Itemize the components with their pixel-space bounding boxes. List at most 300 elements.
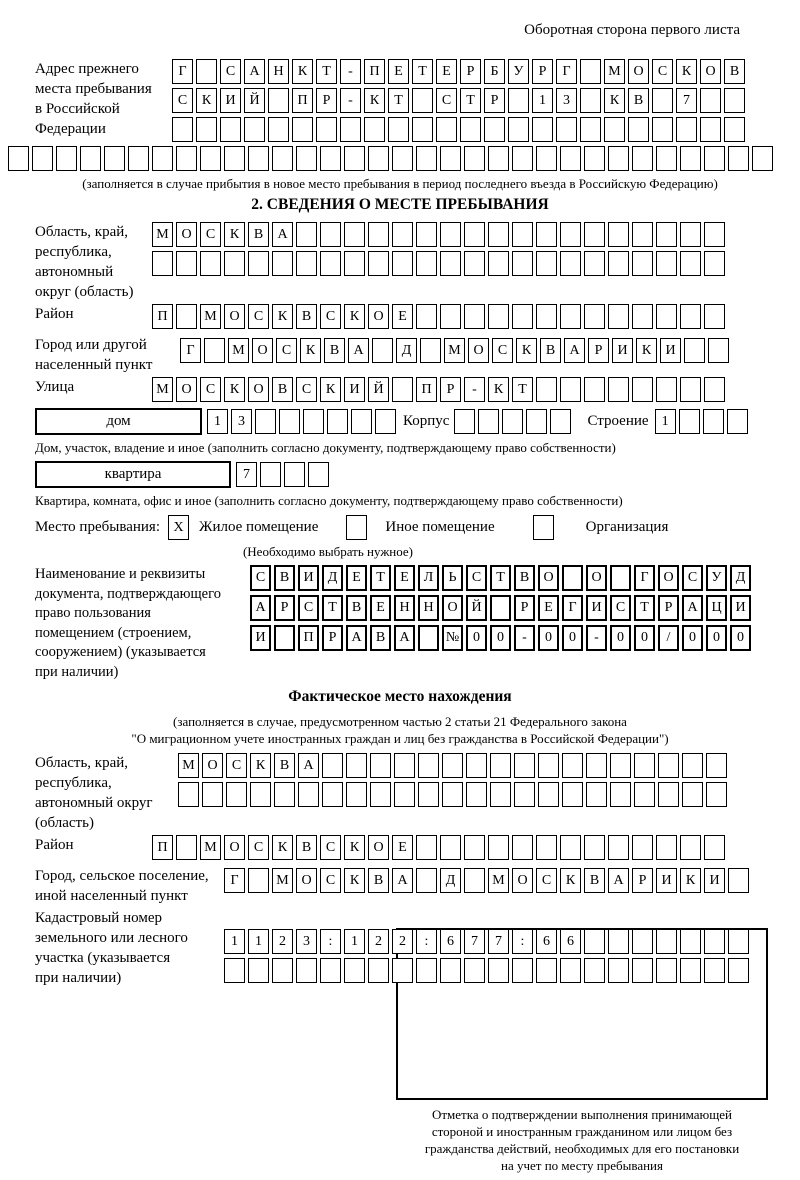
char-cell[interactable]: А: [348, 338, 369, 363]
char-cell[interactable]: [260, 462, 281, 487]
char-cell[interactable]: [632, 251, 653, 276]
char-cell[interactable]: В: [724, 59, 745, 84]
char-cell[interactable]: [442, 753, 463, 778]
char-cell[interactable]: [632, 835, 653, 860]
char-cell[interactable]: [272, 146, 293, 171]
char-cell[interactable]: Р: [440, 377, 461, 402]
char-cell[interactable]: [514, 753, 535, 778]
char-cell[interactable]: 0: [730, 625, 751, 651]
char-cell[interactable]: В: [296, 304, 317, 329]
char-cell[interactable]: Л: [418, 565, 439, 591]
char-cell[interactable]: Р: [316, 88, 337, 113]
char-cell[interactable]: О: [586, 565, 607, 591]
char-cell[interactable]: -: [340, 88, 361, 113]
char-cell[interactable]: [656, 929, 677, 954]
char-cell[interactable]: [632, 146, 653, 171]
char-cell[interactable]: Д: [396, 338, 417, 363]
char-cell[interactable]: [440, 222, 461, 247]
char-cell[interactable]: -: [586, 625, 607, 651]
char-cell[interactable]: [536, 251, 557, 276]
char-cell[interactable]: К: [676, 59, 697, 84]
char-cell[interactable]: [488, 222, 509, 247]
char-cell[interactable]: К: [344, 835, 365, 860]
char-cell[interactable]: [514, 782, 535, 807]
char-cell[interactable]: М: [272, 868, 293, 893]
char-cell[interactable]: И: [704, 868, 725, 893]
char-cell[interactable]: [296, 251, 317, 276]
char-cell[interactable]: [436, 117, 457, 142]
char-cell[interactable]: [724, 117, 745, 142]
char-cell[interactable]: Н: [418, 595, 439, 621]
char-cell[interactable]: [676, 117, 697, 142]
char-cell[interactable]: А: [564, 338, 585, 363]
char-cell[interactable]: -: [340, 59, 361, 84]
char-cell[interactable]: [196, 59, 217, 84]
char-cell[interactable]: К: [680, 868, 701, 893]
char-cell[interactable]: [610, 782, 631, 807]
char-cell[interactable]: [703, 409, 724, 434]
char-cell[interactable]: Ь: [442, 565, 463, 591]
char-cell[interactable]: [536, 222, 557, 247]
char-cell[interactable]: [656, 304, 677, 329]
char-cell[interactable]: А: [272, 222, 293, 247]
char-cell[interactable]: Т: [322, 595, 343, 621]
char-cell[interactable]: К: [272, 304, 293, 329]
char-cell[interactable]: [274, 782, 295, 807]
char-cell[interactable]: 7: [488, 929, 509, 954]
char-cell[interactable]: [512, 958, 533, 983]
char-cell[interactable]: М: [228, 338, 249, 363]
char-cell[interactable]: И: [656, 868, 677, 893]
char-cell[interactable]: Е: [538, 595, 559, 621]
char-cell[interactable]: [538, 782, 559, 807]
char-cell[interactable]: [632, 222, 653, 247]
char-cell[interactable]: [274, 625, 295, 651]
char-cell[interactable]: [202, 782, 223, 807]
char-cell[interactable]: К: [196, 88, 217, 113]
char-cell[interactable]: 7: [464, 929, 485, 954]
char-cell[interactable]: Т: [370, 565, 391, 591]
char-cell[interactable]: [320, 222, 341, 247]
char-cell[interactable]: В: [324, 338, 345, 363]
char-cell[interactable]: В: [274, 753, 295, 778]
char-cell[interactable]: И: [344, 377, 365, 402]
char-cell[interactable]: [454, 409, 475, 434]
char-cell[interactable]: [392, 251, 413, 276]
char-cell[interactable]: С: [610, 595, 631, 621]
char-cell[interactable]: А: [250, 595, 271, 621]
char-cell[interactable]: К: [300, 338, 321, 363]
char-cell[interactable]: [532, 117, 553, 142]
char-cell[interactable]: [176, 835, 197, 860]
char-cell[interactable]: [632, 377, 653, 402]
char-cell[interactable]: К: [224, 377, 245, 402]
char-cell[interactable]: [584, 146, 605, 171]
char-cell[interactable]: Г: [634, 565, 655, 591]
char-cell[interactable]: 0: [490, 625, 511, 651]
char-cell[interactable]: У: [706, 565, 727, 591]
char-cell[interactable]: [704, 251, 725, 276]
char-cell[interactable]: О: [224, 835, 245, 860]
char-cell[interactable]: М: [488, 868, 509, 893]
char-cell[interactable]: [248, 146, 269, 171]
char-cell[interactable]: К: [292, 59, 313, 84]
char-cell[interactable]: О: [468, 338, 489, 363]
char-cell[interactable]: Е: [370, 595, 391, 621]
char-cell[interactable]: [392, 377, 413, 402]
char-cell[interactable]: [80, 146, 101, 171]
char-cell[interactable]: [478, 409, 499, 434]
char-cell[interactable]: [632, 958, 653, 983]
char-cell[interactable]: [320, 251, 341, 276]
char-cell[interactable]: С: [682, 565, 703, 591]
char-cell[interactable]: [416, 958, 437, 983]
char-cell[interactable]: Е: [392, 835, 413, 860]
char-cell[interactable]: [679, 409, 700, 434]
checkbox-zhiloe[interactable]: X: [168, 515, 189, 540]
char-cell[interactable]: [560, 958, 581, 983]
char-cell[interactable]: Т: [316, 59, 337, 84]
char-cell[interactable]: Д: [322, 565, 343, 591]
char-cell[interactable]: [220, 117, 241, 142]
char-cell[interactable]: 0: [562, 625, 583, 651]
char-cell[interactable]: [608, 304, 629, 329]
char-cell[interactable]: 3: [556, 88, 577, 113]
char-cell[interactable]: В: [346, 595, 367, 621]
char-cell[interactable]: С: [248, 304, 269, 329]
char-cell[interactable]: К: [488, 377, 509, 402]
char-cell[interactable]: Н: [268, 59, 289, 84]
char-cell[interactable]: С: [320, 304, 341, 329]
char-cell[interactable]: Г: [224, 868, 245, 893]
char-cell[interactable]: О: [628, 59, 649, 84]
char-cell[interactable]: В: [584, 868, 605, 893]
char-cell[interactable]: Т: [512, 377, 533, 402]
char-cell[interactable]: [442, 782, 463, 807]
char-cell[interactable]: К: [364, 88, 385, 113]
char-cell[interactable]: [172, 117, 193, 142]
char-cell[interactable]: [388, 117, 409, 142]
char-cell[interactable]: 2: [272, 929, 293, 954]
char-cell[interactable]: Р: [460, 59, 481, 84]
char-cell[interactable]: [706, 753, 727, 778]
char-cell[interactable]: Й: [466, 595, 487, 621]
char-cell[interactable]: [634, 782, 655, 807]
char-cell[interactable]: [727, 409, 748, 434]
char-cell[interactable]: [412, 117, 433, 142]
char-cell[interactable]: [580, 88, 601, 113]
char-cell[interactable]: [460, 117, 481, 142]
char-cell[interactable]: :: [320, 929, 341, 954]
char-cell[interactable]: Т: [634, 595, 655, 621]
char-cell[interactable]: [32, 146, 53, 171]
char-cell[interactable]: К: [272, 835, 293, 860]
char-cell[interactable]: Р: [632, 868, 653, 893]
char-cell[interactable]: 0: [466, 625, 487, 651]
char-cell[interactable]: М: [200, 835, 221, 860]
char-cell[interactable]: [512, 304, 533, 329]
char-cell[interactable]: А: [682, 595, 703, 621]
char-cell[interactable]: П: [298, 625, 319, 651]
char-cell[interactable]: О: [296, 868, 317, 893]
char-cell[interactable]: [682, 753, 703, 778]
char-cell[interactable]: [632, 929, 653, 954]
char-cell[interactable]: О: [512, 868, 533, 893]
char-cell[interactable]: 1: [655, 409, 676, 434]
char-cell[interactable]: С: [492, 338, 513, 363]
char-cell[interactable]: [700, 88, 721, 113]
char-cell[interactable]: 3: [296, 929, 317, 954]
char-cell[interactable]: [526, 409, 547, 434]
char-cell[interactable]: [728, 868, 749, 893]
char-cell[interactable]: [346, 782, 367, 807]
char-cell[interactable]: [152, 251, 173, 276]
char-cell[interactable]: [416, 835, 437, 860]
char-cell[interactable]: Н: [394, 595, 415, 621]
char-cell[interactable]: О: [538, 565, 559, 591]
char-cell[interactable]: С: [276, 338, 297, 363]
char-cell[interactable]: [656, 222, 677, 247]
char-cell[interactable]: 0: [538, 625, 559, 651]
char-cell[interactable]: [536, 377, 557, 402]
char-cell[interactable]: [584, 377, 605, 402]
char-cell[interactable]: [440, 304, 461, 329]
char-cell[interactable]: [394, 782, 415, 807]
char-cell[interactable]: [224, 958, 245, 983]
char-cell[interactable]: [512, 251, 533, 276]
char-cell[interactable]: И: [220, 88, 241, 113]
char-cell[interactable]: [200, 251, 221, 276]
char-cell[interactable]: [562, 753, 583, 778]
char-cell[interactable]: [392, 146, 413, 171]
char-cell[interactable]: С: [172, 88, 193, 113]
char-cell[interactable]: С: [200, 377, 221, 402]
char-cell[interactable]: С: [226, 753, 247, 778]
char-cell[interactable]: [584, 929, 605, 954]
char-cell[interactable]: [176, 251, 197, 276]
char-cell[interactable]: Р: [274, 595, 295, 621]
char-cell[interactable]: [368, 958, 389, 983]
char-cell[interactable]: Д: [440, 868, 461, 893]
char-cell[interactable]: [536, 146, 557, 171]
char-cell[interactable]: [250, 782, 271, 807]
char-cell[interactable]: [416, 868, 437, 893]
char-cell[interactable]: О: [252, 338, 273, 363]
char-cell[interactable]: [560, 222, 581, 247]
char-cell[interactable]: [680, 251, 701, 276]
char-cell[interactable]: О: [442, 595, 463, 621]
char-cell[interactable]: [586, 753, 607, 778]
char-cell[interactable]: [152, 146, 173, 171]
char-cell[interactable]: [610, 565, 631, 591]
char-cell[interactable]: [728, 146, 749, 171]
char-cell[interactable]: [344, 251, 365, 276]
char-cell[interactable]: [560, 146, 581, 171]
char-cell[interactable]: [204, 338, 225, 363]
char-cell[interactable]: [128, 146, 149, 171]
char-cell[interactable]: [584, 304, 605, 329]
char-cell[interactable]: [416, 146, 437, 171]
char-cell[interactable]: [584, 222, 605, 247]
char-cell[interactable]: М: [200, 304, 221, 329]
char-cell[interactable]: [368, 222, 389, 247]
char-cell[interactable]: [327, 409, 348, 434]
char-cell[interactable]: П: [152, 304, 173, 329]
char-cell[interactable]: Г: [562, 595, 583, 621]
char-cell[interactable]: [724, 88, 745, 113]
char-cell[interactable]: А: [244, 59, 265, 84]
char-cell[interactable]: В: [514, 565, 535, 591]
char-cell[interactable]: [562, 565, 583, 591]
char-cell[interactable]: [704, 146, 725, 171]
char-cell[interactable]: О: [700, 59, 721, 84]
char-cell[interactable]: [416, 251, 437, 276]
char-cell[interactable]: [316, 117, 337, 142]
char-cell[interactable]: С: [250, 565, 271, 591]
char-cell[interactable]: [370, 753, 391, 778]
char-cell[interactable]: 0: [706, 625, 727, 651]
char-cell[interactable]: [680, 377, 701, 402]
char-cell[interactable]: [416, 304, 437, 329]
char-cell[interactable]: О: [202, 753, 223, 778]
char-cell[interactable]: [634, 753, 655, 778]
char-cell[interactable]: [488, 251, 509, 276]
char-cell[interactable]: [512, 222, 533, 247]
char-cell[interactable]: [610, 753, 631, 778]
char-cell[interactable]: [704, 835, 725, 860]
char-cell[interactable]: П: [364, 59, 385, 84]
char-cell[interactable]: Й: [368, 377, 389, 402]
char-cell[interactable]: [248, 958, 269, 983]
char-cell[interactable]: [680, 835, 701, 860]
char-cell[interactable]: [536, 304, 557, 329]
char-cell[interactable]: [580, 59, 601, 84]
checkbox-inoe[interactable]: [346, 515, 367, 540]
char-cell[interactable]: О: [224, 304, 245, 329]
char-cell[interactable]: [586, 782, 607, 807]
char-cell[interactable]: [704, 958, 725, 983]
char-cell[interactable]: И: [298, 565, 319, 591]
char-cell[interactable]: И: [586, 595, 607, 621]
char-cell[interactable]: М: [152, 222, 173, 247]
char-cell[interactable]: [656, 146, 677, 171]
char-cell[interactable]: С: [652, 59, 673, 84]
char-cell[interactable]: [346, 753, 367, 778]
char-cell[interactable]: [279, 409, 300, 434]
char-cell[interactable]: [298, 782, 319, 807]
char-cell[interactable]: 1: [207, 409, 228, 434]
char-cell[interactable]: О: [368, 304, 389, 329]
char-cell[interactable]: [490, 782, 511, 807]
char-cell[interactable]: [502, 409, 523, 434]
char-cell[interactable]: У: [508, 59, 529, 84]
char-cell[interactable]: [176, 304, 197, 329]
char-cell[interactable]: [244, 117, 265, 142]
char-cell[interactable]: В: [248, 222, 269, 247]
char-cell[interactable]: [608, 222, 629, 247]
char-cell[interactable]: В: [628, 88, 649, 113]
char-cell[interactable]: Р: [322, 625, 343, 651]
char-cell[interactable]: И: [612, 338, 633, 363]
char-cell[interactable]: [508, 117, 529, 142]
char-cell[interactable]: [682, 782, 703, 807]
char-cell[interactable]: [440, 835, 461, 860]
char-cell[interactable]: [320, 146, 341, 171]
char-cell[interactable]: [604, 117, 625, 142]
char-cell[interactable]: [584, 958, 605, 983]
char-cell[interactable]: [752, 146, 773, 171]
char-cell[interactable]: В: [296, 835, 317, 860]
char-cell[interactable]: К: [250, 753, 271, 778]
char-cell[interactable]: М: [152, 377, 173, 402]
char-cell[interactable]: [392, 222, 413, 247]
char-cell[interactable]: [704, 377, 725, 402]
char-cell[interactable]: [550, 409, 571, 434]
char-cell[interactable]: Ц: [706, 595, 727, 621]
char-cell[interactable]: [292, 117, 313, 142]
char-cell[interactable]: [372, 338, 393, 363]
char-cell[interactable]: Е: [392, 304, 413, 329]
char-cell[interactable]: [680, 929, 701, 954]
char-cell[interactable]: М: [604, 59, 625, 84]
char-cell[interactable]: [464, 868, 485, 893]
char-cell[interactable]: [200, 146, 221, 171]
char-cell[interactable]: [652, 117, 673, 142]
char-cell[interactable]: 6: [440, 929, 461, 954]
char-cell[interactable]: [412, 88, 433, 113]
char-cell[interactable]: [680, 958, 701, 983]
char-cell[interactable]: А: [608, 868, 629, 893]
char-cell[interactable]: К: [516, 338, 537, 363]
char-cell[interactable]: С: [296, 377, 317, 402]
char-cell[interactable]: [248, 251, 269, 276]
char-cell[interactable]: П: [292, 88, 313, 113]
char-cell[interactable]: [296, 146, 317, 171]
char-cell[interactable]: И: [730, 595, 751, 621]
char-cell[interactable]: П: [152, 835, 173, 860]
char-cell[interactable]: А: [346, 625, 367, 651]
char-cell[interactable]: [322, 753, 343, 778]
char-cell[interactable]: [272, 251, 293, 276]
char-cell[interactable]: [466, 782, 487, 807]
char-cell[interactable]: [512, 835, 533, 860]
char-cell[interactable]: [351, 409, 372, 434]
char-cell[interactable]: Е: [394, 565, 415, 591]
char-cell[interactable]: С: [200, 222, 221, 247]
char-cell[interactable]: О: [368, 835, 389, 860]
char-cell[interactable]: [375, 409, 396, 434]
char-cell[interactable]: [536, 958, 557, 983]
char-cell[interactable]: [608, 146, 629, 171]
char-cell[interactable]: 7: [236, 462, 257, 487]
char-cell[interactable]: [464, 835, 485, 860]
char-cell[interactable]: [224, 146, 245, 171]
char-cell[interactable]: Е: [346, 565, 367, 591]
char-cell[interactable]: М: [444, 338, 465, 363]
char-cell[interactable]: [560, 835, 581, 860]
char-cell[interactable]: [464, 146, 485, 171]
char-cell[interactable]: Г: [180, 338, 201, 363]
char-cell[interactable]: В: [370, 625, 391, 651]
char-cell[interactable]: -: [514, 625, 535, 651]
char-cell[interactable]: [464, 222, 485, 247]
char-cell[interactable]: 1: [344, 929, 365, 954]
char-cell[interactable]: Д: [730, 565, 751, 591]
char-cell[interactable]: [680, 222, 701, 247]
char-cell[interactable]: Р: [658, 595, 679, 621]
char-cell[interactable]: Й: [244, 88, 265, 113]
char-cell[interactable]: Р: [514, 595, 535, 621]
